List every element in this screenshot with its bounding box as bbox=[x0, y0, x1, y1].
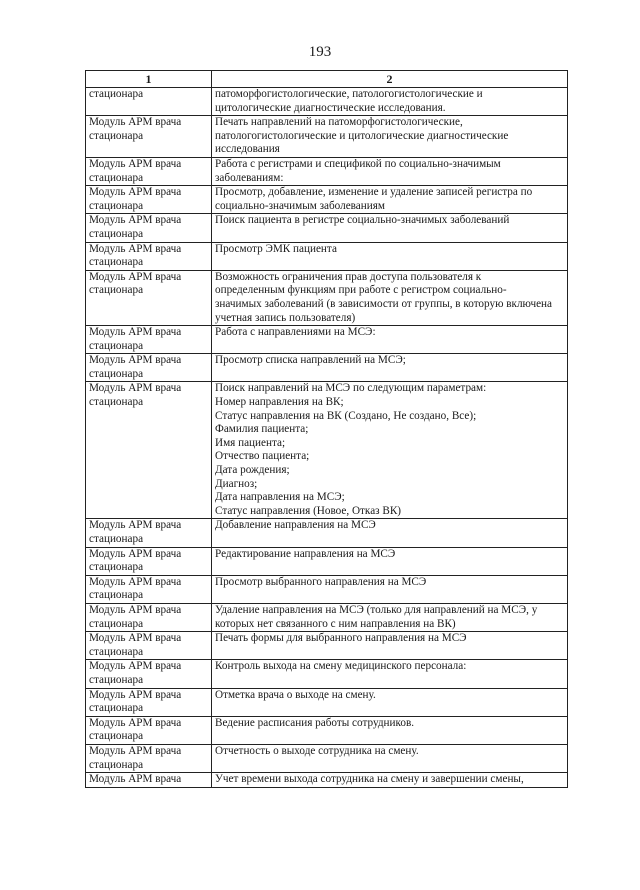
table-row bbox=[86, 603, 568, 631]
table-row bbox=[86, 326, 568, 354]
cell-text-line: Контроль выхода на смену медицинского персонала: bbox=[215, 660, 467, 673]
table-row bbox=[86, 688, 568, 716]
cell-text-line: стационара bbox=[89, 88, 144, 100]
cell-text-line: Модуль АРМ врача bbox=[89, 242, 182, 255]
cell-text-line: стационара bbox=[89, 561, 144, 574]
cell-text-line: стационара bbox=[89, 533, 144, 545]
cell-text-line: стационара bbox=[89, 589, 144, 602]
page-number: 193 bbox=[308, 44, 332, 60]
cell-text-line: Дата рождения; bbox=[215, 464, 290, 477]
cell-text-line: Номер направления на ВК; bbox=[215, 396, 344, 409]
cell-text-line: Добавление направления на МСЭ bbox=[215, 519, 376, 532]
cell-text-line: Просмотр списка направлений на МСЭ; bbox=[215, 354, 406, 367]
cell-text-line: стационара bbox=[89, 284, 144, 297]
cell-text-line: которых нет связанного с ним направления на ВК) bbox=[215, 617, 456, 630]
table-row bbox=[86, 242, 568, 270]
cell-text-line: стационара bbox=[89, 256, 144, 269]
cell-text-line: Удаление направления на МСЭ (только для направлений на МСЭ, у bbox=[215, 603, 538, 616]
column-header-2: 2 bbox=[212, 71, 568, 88]
table-row bbox=[86, 575, 568, 603]
module-cell bbox=[86, 116, 212, 158]
function-cell bbox=[212, 116, 568, 158]
cell-text-line: Модуль АРМ врача bbox=[89, 186, 182, 199]
cell-text-line: Модуль АРМ врача bbox=[89, 326, 182, 339]
function-cell bbox=[212, 744, 568, 772]
cell-text-line: Модуль АРМ врача bbox=[89, 354, 182, 367]
cell-text-line: Поиск пациента в регистре социально-значимых заболеваний bbox=[215, 214, 510, 227]
cell-text-line: патологогистологические и цитологические диагностические bbox=[215, 129, 509, 142]
module-cell bbox=[86, 575, 212, 603]
table-row bbox=[86, 382, 568, 519]
cell-text-line: Модуль АРМ врача bbox=[89, 547, 182, 560]
function-cell bbox=[212, 575, 568, 603]
table-row bbox=[86, 88, 568, 116]
cell-text-line: Модуль АРМ врача bbox=[89, 157, 182, 170]
cell-text-line: Возможность ограничения прав доступа пользователя к bbox=[215, 270, 482, 283]
cell-text-line: Модуль АРМ врача bbox=[89, 382, 182, 395]
cell-text-line: Отметка врача о выходе на смену. bbox=[215, 688, 376, 701]
module-cell bbox=[86, 716, 212, 744]
module-cell bbox=[86, 242, 212, 270]
cell-text-line: Редактирование направления на МСЭ bbox=[215, 547, 396, 560]
cell-text-line: цитологические диагностические исследования. bbox=[215, 101, 446, 114]
module-cell bbox=[86, 382, 212, 519]
table-header-row bbox=[86, 71, 568, 88]
table-row bbox=[86, 354, 568, 382]
module-cell bbox=[86, 354, 212, 382]
cell-text-line: Дата направления на МСЭ; bbox=[215, 491, 345, 504]
module-cell bbox=[86, 547, 212, 575]
cell-text-line: стационара bbox=[89, 702, 144, 715]
table-row bbox=[86, 716, 568, 744]
cell-text-line: стационара bbox=[89, 673, 144, 686]
module-cell bbox=[86, 660, 212, 688]
cell-text-line: Работа с направлениями на МСЭ: bbox=[215, 326, 376, 339]
cell-text-line: Печать формы для выбранного направления на МСЭ bbox=[215, 632, 467, 645]
cell-text-line: стационара bbox=[89, 227, 144, 240]
cell-text-line: Отчетность о выходе сотрудника на смену. bbox=[215, 744, 419, 757]
cell-text-line: стационара bbox=[89, 645, 144, 658]
module-cell bbox=[86, 688, 212, 716]
cell-text-line: социально-значимым заболеваниям bbox=[215, 199, 385, 212]
cell-text-line: заболеваниям: bbox=[215, 171, 284, 184]
cell-text-line: Модуль АРМ врача bbox=[89, 270, 182, 283]
function-cell bbox=[212, 716, 568, 744]
cell-text-line: стационара bbox=[89, 339, 144, 352]
cell-text-line: учетная запись пользователя) bbox=[215, 311, 356, 324]
cell-text-line: Имя пациента; bbox=[215, 436, 286, 449]
function-cell bbox=[212, 773, 568, 788]
cell-text-line: Статус направления на ВК (Создано, Не создано, Все); bbox=[215, 409, 477, 422]
function-cell bbox=[212, 660, 568, 688]
table-row bbox=[86, 157, 568, 185]
function-cell bbox=[212, 382, 568, 519]
function-cell bbox=[212, 186, 568, 214]
function-cell bbox=[212, 547, 568, 575]
cell-text-line: стационара bbox=[89, 730, 144, 743]
function-cell bbox=[212, 157, 568, 185]
cell-text-line: Модуль АРМ врача bbox=[89, 773, 182, 786]
cell-text-line: Просмотр, добавление, изменение и удаление записей регистра по bbox=[215, 186, 533, 199]
cell-text-line: Модуль АРМ врача bbox=[89, 688, 182, 701]
cell-text-line: Поиск направлений на МСЭ по следующим параметрам: bbox=[215, 382, 487, 395]
cell-text-line: определенным функциям при работе с регистром социально- bbox=[215, 284, 507, 297]
cell-text-line: Модуль АРМ врача bbox=[89, 660, 182, 673]
cell-text-line: стационара bbox=[89, 758, 144, 771]
cell-text-line: Модуль АРМ врача bbox=[89, 632, 182, 645]
cell-text-line: Модуль АРМ врача bbox=[89, 716, 182, 729]
module-cell bbox=[86, 326, 212, 354]
function-cell bbox=[212, 88, 568, 116]
table-row bbox=[86, 632, 568, 660]
table-row bbox=[86, 547, 568, 575]
cell-text-line: стационара bbox=[89, 129, 144, 142]
function-cell bbox=[212, 603, 568, 631]
cell-text-line: Диагноз; bbox=[215, 477, 258, 490]
table-body bbox=[86, 88, 568, 788]
function-cell bbox=[212, 270, 568, 325]
module-cell bbox=[86, 157, 212, 185]
function-cell bbox=[212, 519, 568, 547]
cell-text-line: Модуль АРМ врача bbox=[89, 519, 182, 532]
table-row bbox=[86, 519, 568, 547]
cell-text-line: Модуль АРМ врача bbox=[89, 603, 182, 616]
cell-text-line: Работа с регистрами и спецификой по социально-значимым bbox=[215, 157, 501, 170]
module-cell bbox=[86, 186, 212, 214]
cell-text-line: Отчество пациента; bbox=[215, 450, 310, 463]
cell-text-line: Ведение расписания работы сотрудников. bbox=[215, 716, 415, 729]
module-cell bbox=[86, 773, 212, 788]
cell-text-line: значимых заболеваний (в зависимости от группы, в которую включена bbox=[215, 297, 552, 310]
column-header-1: 1 bbox=[86, 71, 212, 88]
module-cell bbox=[86, 632, 212, 660]
module-cell bbox=[86, 519, 212, 547]
function-cell bbox=[212, 632, 568, 660]
table-row bbox=[86, 773, 568, 788]
cell-text-line: стационара bbox=[89, 199, 144, 212]
cell-text-line: Модуль АРМ врача bbox=[89, 575, 182, 588]
cell-text-line: стационара bbox=[89, 617, 144, 630]
cell-text-line: Статус направления (Новое, Отказ ВК) bbox=[215, 504, 402, 517]
module-cell bbox=[86, 744, 212, 772]
cell-text-line: Модуль АРМ врача bbox=[89, 214, 182, 227]
table-row bbox=[86, 270, 568, 325]
module-cell bbox=[86, 270, 212, 325]
function-cell bbox=[212, 326, 568, 354]
module-cell bbox=[86, 88, 212, 116]
cell-text-line: стационара bbox=[89, 367, 144, 380]
cell-text-line: Фамилия пациента; bbox=[215, 423, 309, 436]
table-row bbox=[86, 214, 568, 242]
requirements-table bbox=[85, 70, 568, 788]
cell-text-line: исследования bbox=[215, 143, 280, 156]
table-row bbox=[86, 186, 568, 214]
cell-text-line: патоморфогистологические, патологогистологические и bbox=[215, 88, 483, 100]
function-cell bbox=[212, 214, 568, 242]
table-row bbox=[86, 660, 568, 688]
function-cell bbox=[212, 242, 568, 270]
module-cell bbox=[86, 214, 212, 242]
cell-text-line: Модуль АРМ врача bbox=[89, 116, 182, 129]
function-cell bbox=[212, 688, 568, 716]
cell-text-line: Печать направлений на патоморфогистологические, bbox=[215, 116, 463, 129]
cell-text-line: Модуль АРМ врача bbox=[89, 744, 182, 757]
cell-text-line: Просмотр выбранного направления на МСЭ bbox=[215, 575, 427, 588]
cell-text-line: Учет времени выхода сотрудника на смену и завершении смены, bbox=[215, 773, 524, 786]
function-cell bbox=[212, 354, 568, 382]
table-row bbox=[86, 116, 568, 158]
table-row bbox=[86, 744, 568, 772]
cell-text-line: стационара bbox=[89, 171, 144, 184]
cell-text-line: Просмотр ЭМК пациента bbox=[215, 242, 337, 255]
module-cell bbox=[86, 603, 212, 631]
cell-text-line: стационара bbox=[89, 396, 144, 409]
